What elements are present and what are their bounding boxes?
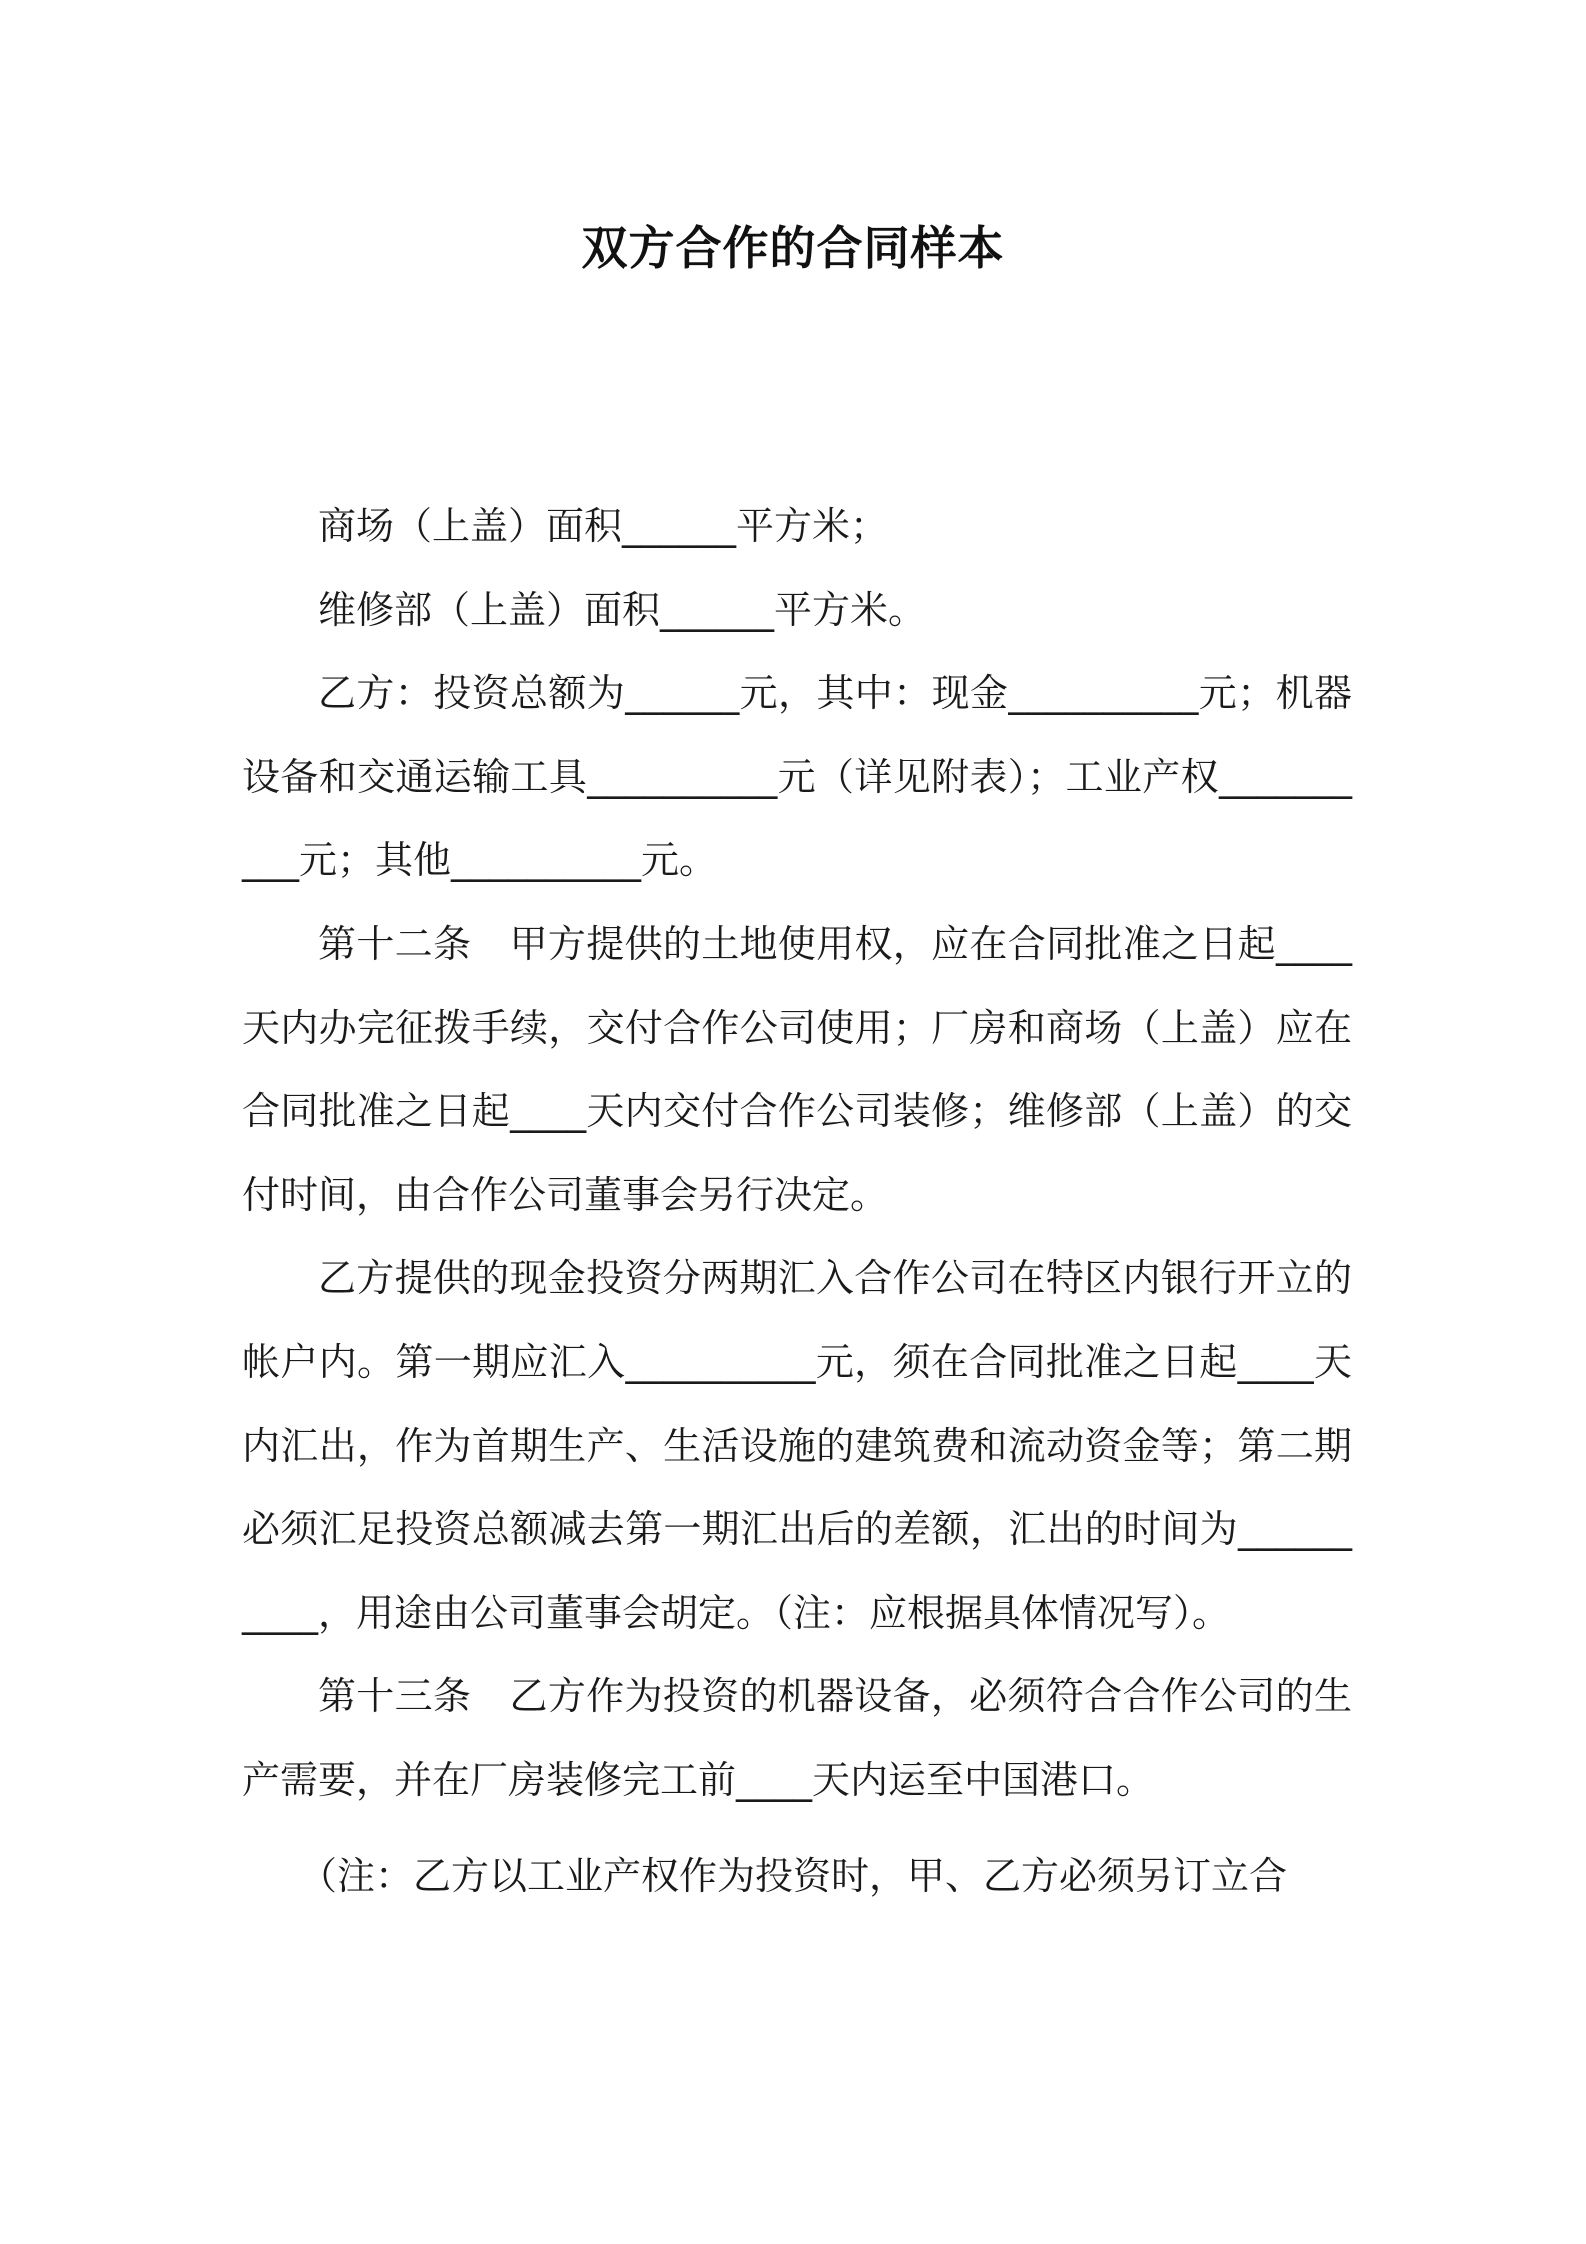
paragraph-party-b-investment: 乙方：投资总额为______元，其中：现金__________元；机器设备和交通运输工具__________元（详见附表）；工业产权__________元；其他__________元。 (242, 671, 1352, 883)
paragraph-mall-area: 商场（上盖）面积______平方米； (318, 504, 889, 548)
paragraph-cash-investment: 乙方提供的现金投资分两期汇入合作公司在特区内银行开立的帐户内。第一期应汇入__________元，须在合同批准之日起____天内汇出，作为首期生产、生活设施的建筑费和流动资金等；第二期必须汇足投资总额减去第一期汇出后的差额，汇出的时间为__________，用途由公司董事会胡定。（注：应根据具体情况写）。 (242, 1256, 1352, 1635)
paragraph-note: （注：乙方以工业产权作为投资时，甲、乙方必须另订立合 (299, 1853, 1288, 1898)
paragraph-repair-area: 维修部（上盖）面积______平方米。 (318, 587, 927, 632)
paragraph-article-12: 第十二条 甲方提供的土地使用权，应在合同批准之日起____天内办完征拨手续，交付合作公司使用；厂房和商场（上盖）应在合同批准之日起____天内交付合作公司装修；维修部（上盖）的交付时间，由合作公司董事会另行决定。 (242, 921, 1352, 1217)
document-title: 双方合作的合同样本 (581, 221, 1005, 275)
paragraph-article-13: 第十三条 乙方作为投资的机器设备，必须符合合作公司的生产需要，并在厂房装修完工前____天内运至中国港口。 (242, 1674, 1352, 1802)
document-body (242, 485, 1352, 1918)
